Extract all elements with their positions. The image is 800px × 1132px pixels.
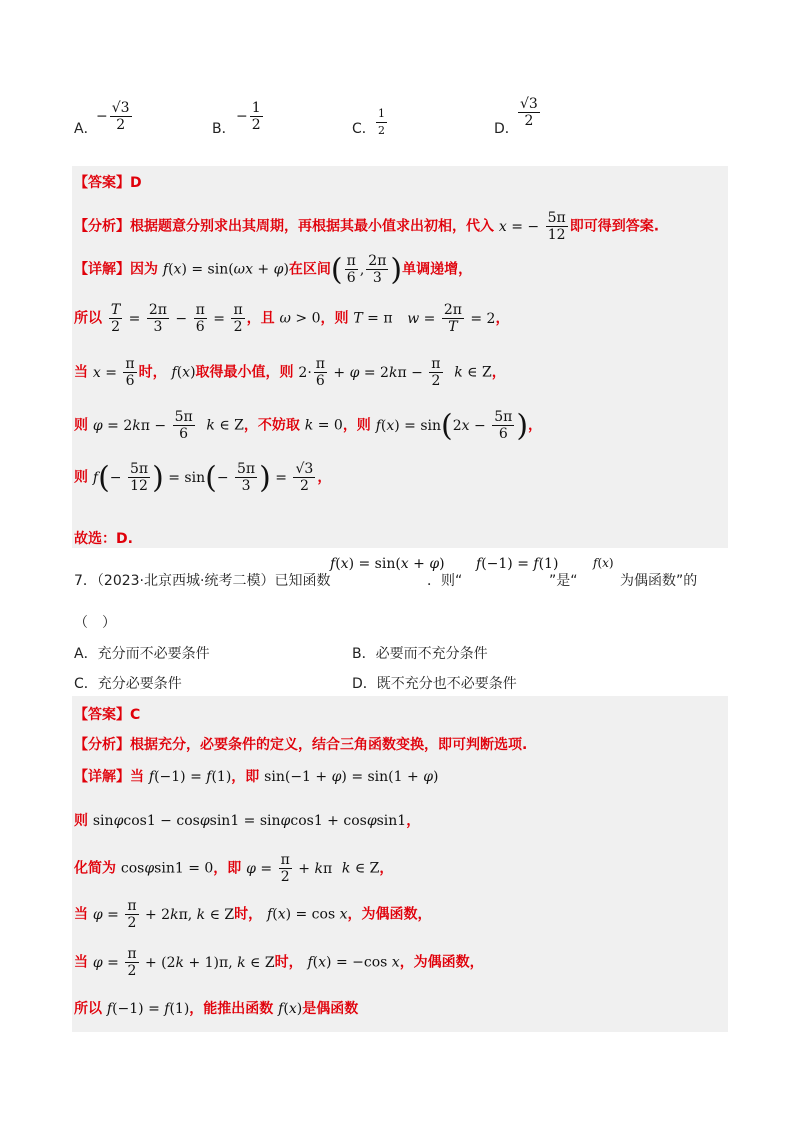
analysis-text-2: 即可得到答案. [569,218,660,235]
detail-l2-t: T = π [353,310,393,327]
option-c-label: C． [352,121,376,137]
detail-l3-eq: 2· $\frac{\pi}{6}$ + φ = 2kπ − $\frac{\pi}{2}$ [298,356,441,389]
detail-l4-mid: ，不妨取 [243,417,300,434]
q7-d3-post: ， [379,860,394,877]
q7-d3-math: cosφsin1 = 0 [120,860,214,877]
q7-analysis-tag: 【分析】 [74,737,130,753]
q7-d6-f: f(x) [278,1001,303,1017]
q7-number: 7． [74,573,97,589]
analysis-text-1: 根据题意分别求出其周期，再根据其最小值求出初相，代入 [130,218,494,235]
q7-stem [74,570,330,590]
detail-l5-math: f(− $\frac{5\pi}{12}$ ) = sin(− $\frac{5\pi}{3}$ ) = $\frac{√3}{2}$ [92,460,314,495]
detail-l2-pre: 所以 [74,310,102,327]
detail-l4-mid2: ，则 [342,417,371,434]
detail-l4-post: ， [528,417,543,434]
q7-analysis-text: 根据充分，必要条件的定义，结合三角函数变换，即可判断选项. [130,737,528,753]
q7-detail-line-5 [74,946,484,979]
detail-l1-interval: ( $\frac{\pi}{6}$ , $\frac{2\pi}{3}$ ) [330,252,403,287]
q7-detail-line-6 [74,998,358,1018]
detail-l4-f: f(x) = sin(2x − $\frac{5\pi}{6}$ ) [375,408,529,443]
q7-d1-pre: 当 [130,769,144,785]
detail-l2-post: ， [495,310,510,327]
detail-l4-pre: 则 [74,417,88,434]
detail-l2-mid2: ，则 [320,310,349,327]
option-d-label: D． [494,121,519,137]
q7-d5-post: ，为偶函数， [399,954,484,971]
q7-d1-math: f(−1) = f(1) [148,769,232,785]
q7-source: （2023·北京西城·统考二模） [96,573,275,589]
analysis-math: x = − $\frac{5\pi}{12}$ [498,210,566,243]
q6-detail-line-1 [74,252,472,287]
detail-l4-k0: k = 0 [304,417,343,434]
q6-choose: 故选：D. [74,531,133,547]
q7-detail-line-2 [74,810,420,830]
option-c-value: $\frac{1}{2}$ [378,107,385,137]
detail-tag: 【详解】 [74,261,130,278]
detail-l2-mid1: ，且 [246,310,275,327]
q7-d5-mid: 时， [274,954,303,971]
q7-d4-post: ，为偶函数， [347,906,432,923]
detail-l4-phi: φ = 2kπ − $\frac{5\pi}{6}$ [92,409,193,442]
q7-option-b: B．必要而不充分条件 [352,646,488,662]
q7-d6-math: f(−1) = f(1) [106,1001,190,1017]
q7-d2-post: ， [406,813,421,829]
detail-l1-mid: 在区间 [288,261,331,278]
option-b-value: − $\frac{1}{2}$ [236,100,261,133]
q7-d4-pre: 当 [74,906,88,923]
q7-detail-line-1 [74,766,438,786]
detail-l1-post: 单调递增， [402,261,473,278]
q7-d3-k: k ∈ Z [341,860,380,877]
q6-answer: 【答案】D [74,175,142,191]
q7-detail-tag: 【详解】 [74,769,130,785]
q7-d1-math2: sin(−1 + φ) = sin(1 + φ) [264,769,439,785]
detail-l1-pre: 因为 [130,261,158,278]
q7-stem-f: f(x) = sin(x + φ) [330,556,445,572]
q7-stem-2: ．则“ [427,573,463,589]
q7-d4-f: f(x) = cos x [267,906,348,923]
q6-detail-line-3 [74,356,506,389]
q7-d3-mid: ，即 [213,860,242,877]
detail-l2-cond: ω > 0 [279,310,321,327]
option-a-label: A． [74,121,98,137]
q7-option-c: C．充分必要条件 [74,676,182,692]
q7-stem-1: 已知函数 [274,573,331,589]
q7-option-a: A．充分而不必要条件 [74,646,210,662]
option-b-label: B． [212,121,236,137]
q7-d6-mid: ，能推出函数 [189,1001,274,1017]
q7-d5-f: f(x) = −cos x [307,954,400,971]
option-a-value: − $\frac{√3}{2}$ [96,100,130,133]
q7-d5-pre: 当 [74,954,88,971]
q7-stem-4: 为偶函数”的 [620,573,698,589]
q7-analysis [74,734,527,754]
detail-l5-post: ， [317,469,332,486]
q7-blank: （ ） [74,615,116,631]
q7-answer: 【答案】C [74,707,141,723]
q6-analysis [74,210,659,243]
q7-d5-phi: φ = $\frac{\pi}{2}$ + (2k + 1)π, k ∈ Z [92,946,275,979]
detail-l3-k: k ∈ Z [454,364,492,381]
detail-l2-w: w = $\frac{2\pi}{T}$ = 2 [407,302,496,335]
q7-d3-phi: φ = $\frac{\pi}{2}$ + kπ [246,852,333,885]
q7-d6-pre: 所以 [74,1001,102,1017]
q7-d4-phi: φ = $\frac{\pi}{2}$ + 2kπ, k ∈ Z [92,898,235,931]
analysis-tag: 【分析】 [74,218,130,235]
detail-l2-math: $\frac{T}{2}$ = $\frac{2\pi}{3}$ − $\frac{\pi}{6}$ = $\frac{\pi}{2}$ [110,302,243,335]
detail-l3-post: ， [491,364,506,381]
q7-d2-pre: 则 [74,813,88,829]
detail-l4-k: k ∈ Z [206,417,244,434]
q7-d2-math: sinφcos1 − cosφsin1 = sinφcos1 + cosφsin1 [92,813,407,829]
detail-l3-pre: 当 [74,364,88,381]
q7-stem-cond: f(−1) = f(1) [476,556,559,572]
q7-d1-mid: ，即 [231,769,260,785]
q7-detail-line-3 [74,852,393,885]
detail-l3-x: x = $\frac{\pi}{6}$ [92,356,135,389]
detail-l5-pre: 则 [74,469,88,486]
q6-detail-line-5 [74,460,331,495]
q7-stem-3: ”是“ [549,573,578,589]
q7-d3-pre: 化简为 [74,860,116,877]
q7-d4-mid: 时， [234,906,263,923]
q7-d6-post: 是偶函数 [302,1001,359,1017]
q7-option-d: D．既不充分也不必要条件 [352,676,517,692]
detail-l3-mid: 时， [138,364,167,381]
detail-l3-mid2: 取得最小值，则 [195,364,294,381]
q6-detail-line-2 [74,302,509,335]
q7-detail-line-4 [74,898,432,931]
q7-stem-fx: f(x) [593,556,614,570]
detail-l1-math: f(x) = sin(ωx + φ) [162,261,289,278]
option-d-value: $\frac{√3}{2}$ [520,96,538,129]
detail-l3-f: f(x) [171,364,196,381]
q6-detail-line-4 [74,408,542,443]
